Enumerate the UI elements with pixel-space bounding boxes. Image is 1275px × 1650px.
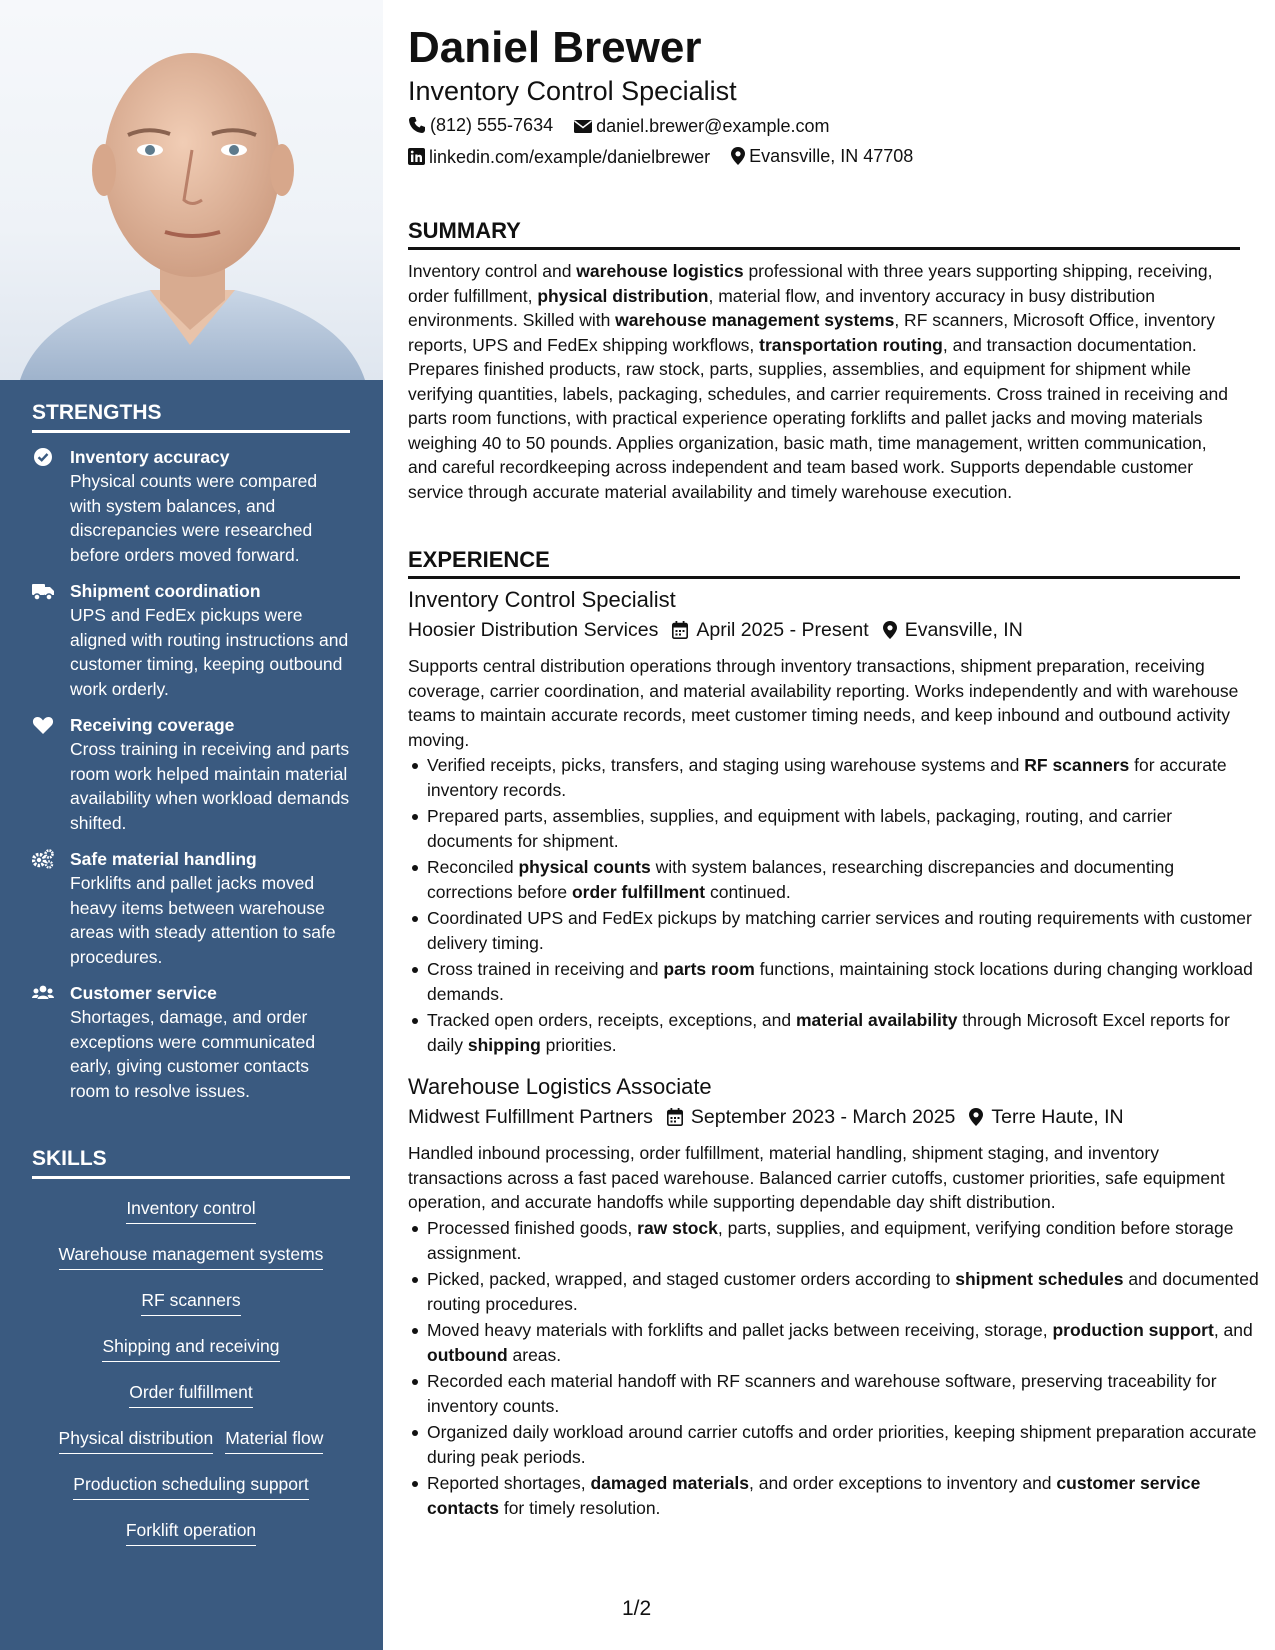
strength-description: Forklifts and pallet jacks moved heavy items between warehouse areas with steady attention to safe procedures. [70, 873, 336, 967]
emphasized-text: RF scanners [1024, 755, 1130, 775]
skills-list [32, 1187, 350, 1555]
text-segment: Cross trained in receiving and [427, 959, 664, 979]
text-segment: Prepared parts, assemblies, supplies, and equipment with labels, packaging, routing, and carrier documents for shipment. [427, 806, 1173, 851]
job-bullet [427, 1267, 1259, 1316]
strength-description: UPS and FedEx pickups were aligned with routing instructions and customer timing, keeping outbound work orderly. [70, 605, 349, 699]
job-bullet [427, 1471, 1259, 1520]
text-segment: and documented routing procedures. [427, 1269, 1259, 1314]
text-segment: , and order exceptions to inventory and [748, 1473, 1057, 1493]
job-dates: April 2025 - Present [696, 619, 869, 641]
calendar-icon [667, 1108, 683, 1126]
text-segment: Recorded each material handoff with RF scanners and warehouse software, preserving traceability for inventory counts. [427, 1371, 1217, 1416]
strength-item [32, 981, 350, 1103]
emphasized-text: material availability [796, 1010, 958, 1030]
strength-title: Shipment coordination [70, 581, 261, 601]
job-location: Evansville, IN [904, 619, 1023, 641]
emphasized-text: shipment schedules [955, 1269, 1124, 1289]
users-icon [32, 983, 54, 1003]
job-description: Handled inbound processing, order fulfillment, material handling, shipment staging, and inventory transactions across a fast paced warehouse. Balanced carrier cutoffs, customer priorities, safe equipment operation, and accurate handoffs while supporting dependable day shift distribution. [408, 1143, 1225, 1212]
map-marker-icon [969, 1108, 983, 1126]
text-segment: with system balances, researching discrepancies and documenting corrections before [427, 857, 1175, 902]
job-bullet [427, 1008, 1259, 1057]
strength-item [32, 847, 350, 969]
text-segment: , and [1213, 1320, 1253, 1340]
job-bullet [427, 753, 1259, 802]
strength-title: Safe material handling [70, 849, 257, 869]
skill-tag: Production scheduling support [73, 1472, 308, 1500]
skill-tag: Physical distribution [59, 1426, 214, 1454]
text-segment: Inventory control and [408, 261, 577, 281]
skills-heading: SKILLS [32, 1146, 350, 1179]
company-name: Hoosier Distribution Services [408, 619, 659, 641]
job-bullet [427, 906, 1259, 955]
email-text[interactable]: daniel.brewer@example.com [596, 116, 830, 136]
job-bullet [427, 1369, 1259, 1418]
strength-title: Customer service [70, 983, 217, 1003]
emphasized-text: damaged materials [590, 1473, 749, 1493]
text-segment: , RF scanners, Microsoft Office, inventory reports, UPS and FedEx shipping workflows, [408, 310, 1215, 355]
linkedin-text[interactable]: linkedin.com/example/danielbrewer [429, 146, 711, 167]
text-segment: Moved heavy materials with forklifts and pallet jacks between receiving, storage, [427, 1320, 1053, 1340]
phone-contact [408, 113, 553, 137]
job-bullet [427, 1216, 1259, 1265]
experience-heading: EXPERIENCE [408, 546, 1240, 579]
job-title: Inventory Control Specialist [408, 587, 676, 612]
job-bullets [408, 1216, 1259, 1522]
text-segment: through Microsoft Excel reports for daily [427, 1010, 1230, 1055]
phone-text: (812) 555-7634 [430, 115, 554, 135]
emphasized-text: physical distribution [537, 285, 709, 306]
strength-title: Inventory accuracy [70, 447, 230, 467]
text-segment: functions, maintaining stock locations during changing workload demands. [427, 959, 1253, 1004]
job-bullet [427, 1318, 1259, 1367]
emphasized-text: raw stock [637, 1218, 718, 1238]
calendar-icon [672, 621, 688, 639]
strengths-heading: STRENGTHS [32, 400, 350, 433]
contact-row [408, 113, 846, 140]
gears-icon [32, 849, 54, 869]
job-title: Warehouse Logistics Associate [408, 1074, 712, 1099]
company-name: Midwest Fulfillment Partners [408, 1106, 653, 1128]
emphasized-text: physical counts [518, 857, 651, 877]
emphasized-text: order fulfillment [571, 881, 706, 902]
linkedin-icon [408, 148, 425, 165]
text-segment: Organized daily workload around carrier cutoffs and order priorities, keeping shipment preparation accurate during peak periods. [427, 1422, 1257, 1467]
sidebar [0, 0, 383, 1650]
job-bullet [427, 804, 1259, 853]
job-dates: September 2023 - March 2025 [690, 1106, 956, 1128]
truck-icon [32, 581, 54, 601]
job-bullet [427, 855, 1259, 904]
map-marker-icon [731, 147, 745, 165]
strength-item [32, 579, 350, 701]
text-segment: , parts, supplies, and equipment, verifying condition before storage assignment. [427, 1218, 1234, 1263]
skills-section [32, 1146, 350, 1555]
contact-row [408, 144, 929, 171]
emphasized-text: warehouse logistics [576, 261, 744, 281]
profile-photo [0, 0, 383, 380]
text-segment: Reconciled [427, 857, 519, 877]
text-segment: for accurate inventory records. [427, 755, 1227, 800]
job-bullet [427, 957, 1259, 1006]
phone-icon [408, 116, 426, 134]
emphasized-text: shipping [467, 1034, 541, 1055]
emphasized-text: parts room [663, 959, 755, 979]
candidate-name: Daniel Brewer [408, 23, 702, 72]
text-segment: Verified receipts, picks, transfers, and staging using warehouse systems and [427, 755, 1025, 775]
skill-tag: RF scanners [141, 1288, 240, 1316]
map-marker-icon [883, 621, 897, 639]
text-segment: areas. [507, 1344, 562, 1365]
summary-text [408, 259, 1240, 504]
summary-heading: SUMMARY [408, 217, 1240, 250]
text-segment: , material flow, and inventory accuracy in busy distribution environments. Skilled with [408, 285, 1155, 330]
linkedin-contact[interactable] [408, 145, 710, 169]
check-circle-icon [32, 447, 54, 467]
page-number: 1/2 [622, 1597, 652, 1620]
text-segment: priorities. [540, 1034, 617, 1055]
strength-description: Physical counts were compared with system balances, and discrepancies were researched before orders moved forward. [70, 471, 318, 565]
emphasized-text: warehouse management systems [615, 310, 895, 330]
text-segment: Coordinated UPS and FedEx pickups by matching carrier services and routing requirements with customer delivery timing. [427, 908, 1252, 953]
strength-description: Cross training in receiving and parts room work helped maintain material availability when workload demands shifted. [70, 739, 350, 833]
emphasized-text: production support [1052, 1320, 1214, 1340]
job-bullets [408, 753, 1259, 1059]
strength-description: Shortages, damage, and order exceptions were communicated early, giving customer contacts room to resolve issues. [70, 1007, 316, 1101]
emphasized-text: customer service contacts [427, 1473, 1201, 1518]
job-meta [408, 1104, 1124, 1130]
skill-tag: Inventory control [126, 1196, 255, 1224]
job-location: Terre Haute, IN [991, 1106, 1124, 1128]
strength-item [32, 713, 350, 835]
envelope-icon [574, 118, 592, 134]
heart-icon [32, 715, 54, 735]
skill-tag: Order fulfillment [129, 1380, 253, 1408]
location-contact [731, 144, 913, 168]
skill-tag: Shipping and receiving [102, 1334, 279, 1362]
emphasized-text: transportation routing [759, 334, 943, 355]
text-segment: Picked, packed, wrapped, and staged customer orders according to [427, 1269, 956, 1289]
text-segment: Tracked open orders, receipts, exceptions, and [427, 1010, 796, 1030]
location-text: Evansville, IN 47708 [749, 146, 914, 166]
text-segment: Reported shortages, [427, 1473, 591, 1493]
text-segment: , and transaction documentation. Prepares finished products, raw stock, parts, supplies, assemblies, and equipment for shipment while verifying quantities, labels, packaging, schedules, and carrier requirements. Cross trained in receiving and parts room functions, with practical experience operating forklifts and pallet jacks and moving materials weighing 40 to 50 pounds. Applies organization, basic math, time management, written communication, and careful recordkeeping across independent and team based work. Supports dependable customer service through accurate material availability and timely warehouse execution. [408, 334, 1229, 502]
skill-tag: Forklift operation [126, 1518, 256, 1546]
strength-title: Receiving coverage [70, 715, 235, 735]
text-segment: Processed finished goods, [427, 1218, 638, 1238]
skill-tag: Warehouse management systems [59, 1242, 324, 1270]
text-segment: continued. [705, 881, 791, 902]
job-headline: Inventory Control Specialist [408, 76, 737, 106]
job-bullet [427, 1420, 1259, 1469]
text-segment: for timely resolution. [498, 1497, 661, 1518]
job-meta [408, 617, 1023, 643]
text-segment: professional with three years supporting shipping, receiving, order fulfillment, [408, 261, 1213, 306]
skill-tag: Material flow [225, 1426, 323, 1454]
strengths-section [32, 400, 350, 1103]
portrait-image [0, 0, 383, 380]
strength-item [32, 445, 350, 567]
job-description: Supports central distribution operations through inventory transactions, shipment preparation, receiving coverage, carrier coordination, and material availability reporting. Works independently and with warehouse teams to maintain accurate records, meet customer timing needs, and keep inbound and outbound activity moving. [408, 656, 1239, 750]
email-contact[interactable] [574, 114, 829, 138]
emphasized-text: outbound [427, 1344, 508, 1365]
